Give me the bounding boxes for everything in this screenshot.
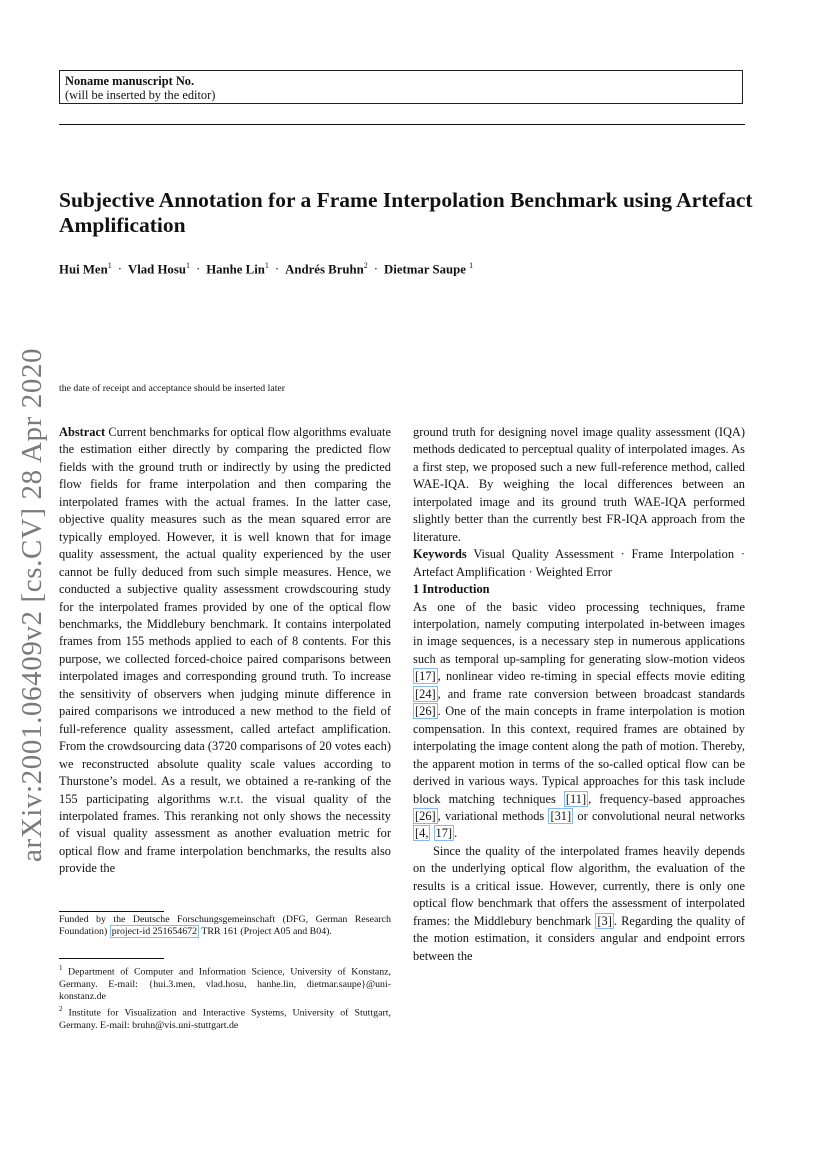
intro-text: . Regarding the quality of the motion estimation, it considers angular and endpoint errors between the xyxy=(413,913,745,963)
abstract-continuation: ground truth for designing novel image quality assessment (IQA) methods dedicated to perceptual quality of interpolated images. As a first step, we proposed such a new full-reference method, called WAE-IQA. By weighing the local differences between an interpolated image and its ground truth WAE-IQA performed slightly better than the currently best FR-IQA approach from the literature. xyxy=(413,425,745,544)
project-id-link[interactable]: project-id 251654672 xyxy=(111,926,198,938)
intro-paragraph-2 xyxy=(413,843,745,965)
author-affiliation: 2 xyxy=(363,261,368,270)
author-affiliation: 1 xyxy=(469,261,474,270)
manuscript-number: Noname manuscript No. xyxy=(65,74,195,88)
intro-text: Since the quality of the interpolated frames heavily depends on the underlying optical flow algorithm, the evaluation of the results is a critical issue. However, currently, there is only one optical flow benchmark that offers the assessment of interpolated frames: the Middlebury benchmark xyxy=(413,843,745,928)
intro-paragraph-1 xyxy=(413,599,745,843)
intro-text: As one of the basic video processing techniques, frame interpolation, namely computing interpolated in-between images in image sequences, is a necessary step in numerous applications such as temporal up-sampling for generating slow-motion videos xyxy=(413,599,745,666)
citation-link[interactable]: [11] xyxy=(565,791,587,806)
author-separator: · xyxy=(195,262,201,277)
footnote-text: Institute for Visualization and Interactive Systems, University of Stuttgart, Germany. E-mail: bruhn@vis.uni-stuttgart.de xyxy=(59,1007,391,1031)
receipt-note: the date of receipt and acceptance should be inserted later xyxy=(59,383,286,394)
affiliation-footnote-1 xyxy=(59,962,391,1003)
author-affiliation: 1 xyxy=(264,261,269,270)
keywords xyxy=(413,546,745,581)
author-separator: · xyxy=(117,262,122,277)
keywords-label: Keywords xyxy=(413,547,467,562)
citation-link[interactable]: [26] xyxy=(415,808,436,823)
author-separator: · xyxy=(274,262,280,277)
right-column xyxy=(413,424,745,965)
author-name: Vlad Hosu xyxy=(127,262,186,277)
citation-link[interactable]: [24] xyxy=(415,686,436,701)
footnote-mark: 1 xyxy=(59,964,63,972)
citation-link[interactable]: [31] xyxy=(550,808,572,823)
intro-text: . xyxy=(454,826,458,841)
footnote-text: TRR 161 (Project A05 and B04). xyxy=(199,926,332,938)
arxiv-stamp-text: arXiv:2001.06409v2 [cs.CV] 28 Apr 2020 xyxy=(16,347,48,862)
footnote-rule xyxy=(59,911,164,912)
citation-link[interactable]: 17] xyxy=(435,826,453,841)
keywords-text: Visual Quality Assessment · Frame Interpolation · Artefact Amplification · Weighted Error xyxy=(413,547,745,579)
citation-link[interactable]: [26] xyxy=(415,704,436,719)
citation-link[interactable]: [4, xyxy=(415,826,429,841)
footnote-mark: 2 xyxy=(59,1005,63,1013)
intro-text: , and frame rate conversion between broadcast standards xyxy=(437,686,745,701)
author-name: Hui Men xyxy=(59,262,108,277)
author-name: Dietmar Saupe xyxy=(384,262,466,277)
author-name: Andrés Bruhn xyxy=(285,262,364,277)
manuscript-note: (will be inserted by the editor) xyxy=(65,88,216,102)
left-column xyxy=(59,424,391,878)
paper-title: Subjective Annotation for a Frame Interpolation Benchmark using Artefact Amplification xyxy=(59,188,753,237)
intro-text: , frequency-based approaches xyxy=(588,791,745,806)
footnote-text: Department of Computer and Information Science, University of Konstanz, Germany. E-mail: {hui.3.men, vlad.hosu, hanhe.lin, dietmar.saupe}@uni-konstanz.de xyxy=(59,966,391,1002)
abstract-text: Current benchmarks for optical flow algorithms evaluate the estimation either directly by comparing the predicted flow fields with the ground truth or indirectly by using the predicted flow fields for frame interpolation and then comparing the interpolated frames with the actual frames. In the latter case, objective quality measures such as the mean squared error are typically employed. However, it is well known that for image quality assessment, the actual quality experienced by the user cannot be fully deduced from such simple measures. Hence, we conducted a subjective quality assessment crowdscouring study for the interpolated frames provided by one of the optical flow benchmarks, the Middlebury benchmark. It contains interpolated frames from 155 methods applied to each of 8 contents. For this purpose, we collected forced-choice paired comparisons between interpolated images and corresponding ground truth. To increase the sensitivity of observers when judging minute difference in paired comparisons we introduced a new method to the field of full-reference quality assessment, called artefact amplification. From the crowdsourcing data (3720 comparisons of 20 votes each) we reconstructed absolute quality scale values according to Thurstone’s model. As a result, we obtained a re-ranking of the 155 participating algorithms w.r.t. the visual quality of the interpolated frames. This reranking not only shows the necessity of visual quality assessment as another evaluation metric for optical flow and frame interpolation benchmarks, the results also provide the xyxy=(59,425,391,876)
author-list xyxy=(59,261,759,277)
affiliation-footnote-2 xyxy=(59,1003,391,1032)
author-affiliation: 1 xyxy=(185,261,190,270)
manuscript-box xyxy=(59,70,743,104)
section-heading-introduction: 1 Introduction xyxy=(413,582,490,597)
intro-text: , variational methods xyxy=(437,808,549,823)
citation-link[interactable]: [17] xyxy=(415,669,436,684)
arxiv-stamp xyxy=(16,347,56,862)
footnote-separator xyxy=(59,958,164,959)
intro-text: . One of the main concepts in frame interpolation is motion compensation. In this context, required frames are obtained by interpolating the image content along the path of motion. Thereby, the apparent motion in terms of the so-called optical flow can be derived in various ways. Typical approaches for this task include block matching techniques xyxy=(413,704,745,806)
intro-text: or convolutional neural networks xyxy=(573,808,745,823)
citation-link[interactable]: [3] xyxy=(597,913,612,928)
footnote-text: Funded by the Deutsche Forschungsgemeinschaft (DFG, German Research Foundation) xyxy=(59,914,391,938)
abstract-label: Abstract xyxy=(59,425,106,439)
author-affiliation: 1 xyxy=(107,261,112,270)
funding-footnote xyxy=(59,914,391,939)
abstract xyxy=(59,424,391,878)
author-name: Hanhe Lin xyxy=(206,262,265,277)
intro-text: , nonlinear video re-timing in special effects movie editing xyxy=(437,669,745,684)
header-rule xyxy=(59,124,745,125)
author-separator: · xyxy=(373,262,379,277)
